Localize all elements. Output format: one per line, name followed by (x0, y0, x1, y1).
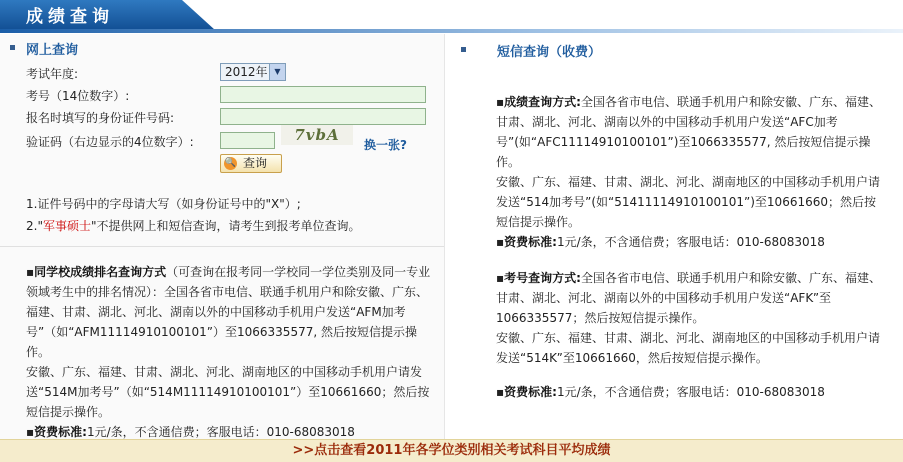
exam-number-label: 考号（14位数字）: (26, 89, 130, 103)
id-number-label: 报名时填写的身份证件号码: (26, 111, 175, 125)
section-bullet-icon (461, 47, 466, 52)
rank-fee-label: 资费标准: (34, 425, 87, 439)
rank-text-1: （可查询在报考同一学校同一学位类别及同一专业领域考生中的排名情况）：全国各省市电信、联通手机用户和除安徽、广东、福建、甘肃、湖北、河北、湖南以外的中国移动手机用户发送“AFM加考号”（如“AFM11114910100101”）至1066335577, 然后按短信提示操作。 (26, 265, 431, 359)
score-fee-label: 资费标准: (504, 235, 557, 249)
page-header (0, 0, 903, 30)
note-uppercase: 1.证件号码中的字母请大写（如身份证号中的"X"）; (26, 197, 301, 211)
id-number-input[interactable] (220, 108, 426, 125)
score-text-1: 全国各省市电信、联通手机用户和除安徽、广东、福建、甘肃、湖北、河北、湖南以外的中国移动手机用户发送“AFC加考号”(如“AFC11114910100101”)至1066335577, 然后按短信提示操作。 (496, 95, 881, 169)
score-fee-text: 1元/条，不含通信费；客服电话：010-68083018 (556, 235, 825, 249)
examno-fee-label: 资费标准: (504, 385, 557, 399)
captcha-label: 验证码（右边显示的4位数字）: (26, 135, 194, 149)
rank-fee-text: 1元/条，不含通信费；客服电话：010-68083018 (86, 425, 355, 439)
examno-text-2: 安徽、广东、福建、甘肃、湖北、河北、湖南地区的中国移动手机用户请发送“514K”至10661660，然后按短信提示操作。 (496, 331, 881, 365)
score-heading: 成绩查询方式: (504, 95, 581, 109)
score-text-2: 安徽、广东、福建、甘肃、湖北、河北、湖南地区的中国移动手机用户请发送“514加考号”(如“51411114910100101”)至10661660；然后按短信提示操作。 (496, 175, 881, 229)
search-icon: 🔍 (224, 158, 237, 168)
exam-year-select[interactable] (220, 63, 286, 81)
examno-text-1: 全国各省市电信、联通手机用户和除安徽、广东、福建、甘肃、湖北、河北、湖南以外的中国移动手机用户发送“AFK”至1066335577；然后按短信提示操作。 (496, 271, 881, 325)
header-rule (0, 29, 903, 33)
left-divider (0, 246, 444, 247)
examno-heading: 考号查询方式: (504, 271, 581, 285)
exam-year-label: 考试年度: (26, 67, 79, 81)
query-button[interactable] (220, 154, 282, 173)
military-highlight: 军事硕士 (42, 219, 91, 233)
average-scores-link[interactable]: >>点击查看2011年各学位类别相关考试科目平均成绩 (0, 439, 903, 462)
page-title: 成绩查询 (26, 7, 114, 27)
sms-query-title: 短信查询（收费） (497, 45, 602, 60)
note-military: 2."军事硕士"不提供网上和短信查询，请考生到报考单位查询。 (26, 219, 361, 233)
exam-number-input[interactable] (220, 86, 426, 103)
rank-query-section: ▪同学校成绩排名查询方式（可查询在报考同一学校同一学位类别及同一专业领域考生中的排名情况）：全国各省市电信、联通手机用户和除安徽、广东、福建、甘肃、湖北、河北、湖南以外的中国移动手机用户发送“AFM加考号”（如“AFM11114910100101”）至1066335577, 然后按短信提示操作。 安徽、广东、福建、甘肃、湖北、河北、湖南地区的中国移动手机用户请发送“514M加考号”（如“514M11114910100101”）至10661660；然后按短信提示操作。 ▪资费标准:1元/条，不含通信费；客服电话：010-68083018 (26, 265, 431, 439)
score-sms-section: ▪成绩查询方式:全国各省市电信、联通手机用户和除安徽、广东、福建、甘肃、湖北、河北、湖南以外的中国移动手机用户发送“AFC加考号”(如“AFC11114910100101”)至1066335577, 然后按短信提示操作。 安徽、广东、福建、甘肃、湖北、河北、湖南地区的中国移动手机用户请发送“514加考号”(如“51411114910100101”)至10661660；然后按短信提示操作。 ▪资费标准:1元/条，不含通信费；客服电话：010-68083018 (496, 95, 881, 249)
rank-text-2: 安徽、广东、福建、甘肃、湖北、河北、湖南地区的中国移动手机用户请发送“514M加考号”（如“514M11114910100101”）至10661660；然后按短信提示操作。 (26, 365, 430, 419)
chevron-down-icon[interactable]: ▼ (269, 64, 285, 80)
captcha-input[interactable] (220, 132, 275, 149)
online-query-title: 网上查询 (26, 43, 79, 58)
exam-year-value: 2012年 (225, 65, 268, 79)
examno-fee-text: 1元/条，不含通信费；客服电话：010-68083018 (556, 385, 825, 399)
captcha-refresh-link[interactable]: 换一张? (364, 138, 407, 152)
section-bullet-icon (10, 45, 15, 50)
captcha-image: 7vbA (281, 125, 353, 145)
rank-heading: 同学校成绩排名查询方式 (34, 265, 167, 279)
query-button-label: 查询 (243, 156, 268, 170)
examno-sms-section: ▪考号查询方式:全国各省市电信、联通手机用户和除安徽、广东、福建、甘肃、湖北、河北、湖南以外的中国移动手机用户发送“AFK”至1066335577；然后按短信提示操作。 安徽、广东、福建、甘肃、湖北、河北、湖南地区的中国移动手机用户请发送“514K”至10661660，然后按短信提示操作。 ▪资费标准:1元/条，不含通信费；客服电话：010-68083018 (496, 271, 881, 399)
